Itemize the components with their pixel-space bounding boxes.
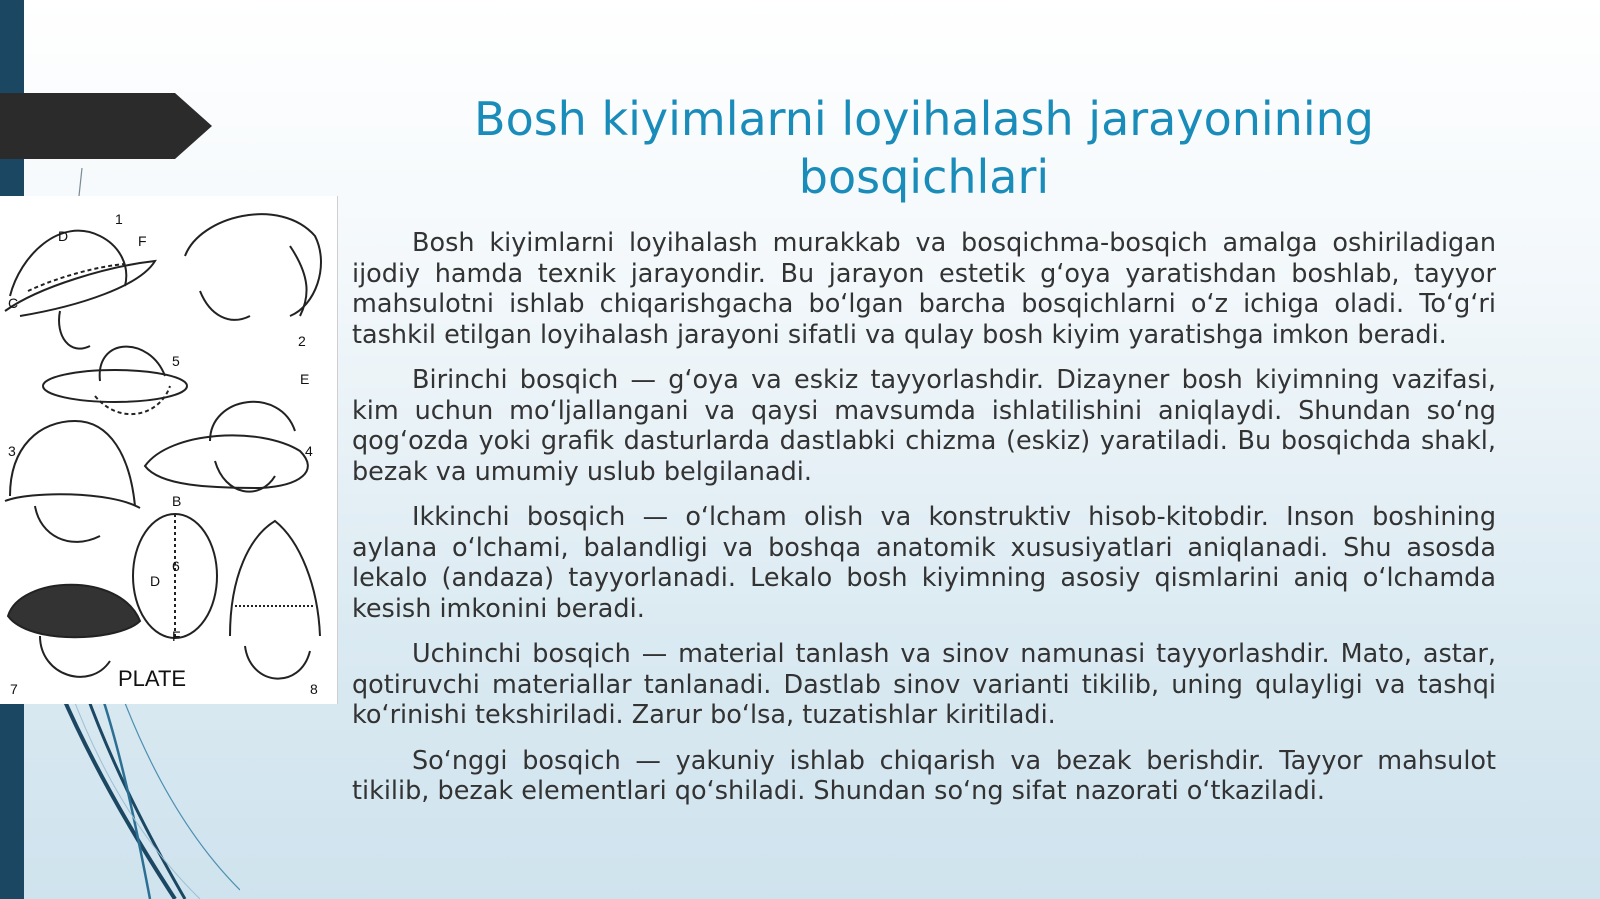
hat-illustration-plate	[0, 196, 338, 704]
sketch-letter-b: B	[172, 493, 182, 509]
sketch-letter-f: F	[138, 233, 147, 249]
sketch-letter-d2: D	[150, 573, 161, 589]
sketch-letter-c: C	[8, 295, 19, 311]
sketch-number-5: 5	[172, 353, 180, 369]
slide-body	[352, 228, 1496, 822]
sketch-number-3: 3	[8, 443, 16, 459]
sketch-letter-f2: F	[172, 628, 181, 644]
paragraph-intro: Bosh kiyimlarni loyihalash murakkab va bosqichma-bosqich amalga oshiriladigan ijodiy hamda texnik jarayondir. Bu jarayon estetik g‘oya yaratishdan boshlab, tayyor mahsulotni ishlab chiqarishgacha bo‘lgan barcha bosqichlarni o‘z ichiga oladi. To‘g‘ri tashkil etilgan loyihalash jarayoni sifatli va qulay bosh kiyim yaratishga imkon beradi.	[352, 228, 1496, 350]
sketch-number-8: 8	[310, 681, 318, 697]
paragraph-stage-3: Uchinchi bosqich — material tanlash va sinov namunasi tayyorlashdir. Mato, astar, qotiruvchi materiallar tanlanadi. Dastlab sinov varianti tikilib, uning qulayligi va tashqi ko‘rinishi tekshiriladi. Zarur bo‘lsa, tuzatishlar kiritiladi.	[352, 639, 1496, 730]
sketch-letter-e: E	[300, 371, 310, 387]
decorative-curves	[0, 690, 240, 899]
slide-title-line1: Bosh kiyimlarni loyihalash jarayonining	[474, 92, 1374, 146]
paragraph-final-stage: So‘nggi bosqich — yakuniy ishlab chiqarish va bezak berishdir. Tayyor mahsulot tikilib, bezak elementlari qo‘shiladi. Shundan so‘ng sifat nazorati o‘tkaziladi.	[352, 745, 1496, 806]
sketch-number-6: 6	[172, 558, 180, 574]
paragraph-stage-1: Birinchi bosqich — g‘oya va eskiz tayyorlashdir. Dizayner bosh kiyimning vazifasi, kim uchun mo‘ljallangani va qaysi mavsumda ishlatilishini aniqlaydi. Shundan so‘ng qog‘ozda yoki grafik dasturlarda dastlabki chizma (eskiz) yaratiladi. Bu bosqichda shakl, bezak va umumiy uslub belgilanadi.	[352, 365, 1496, 487]
hat-sketches	[0, 196, 337, 704]
paragraph-stage-2: Ikkinchi bosqich — o‘lcham olish va konstruktiv hisob-kitobdir. Inson boshining aylana o‘lchami, balandligi va boshqa anatomik xususiyatlari aniqlanadi. Shu asosda lekalo (andaza) tayyorlanadi. Lekalo bosh kiyimning asosiy qismlarini aniq o‘lchamda kesish imkonini beradi.	[352, 502, 1496, 624]
slide-title	[390, 90, 1458, 206]
sketch-letter-d: D	[58, 228, 69, 244]
decorative-mark	[76, 168, 86, 198]
sketch-number-7: 7	[10, 681, 18, 697]
sketch-number-2: 2	[298, 333, 306, 349]
sketch-number-4: 4	[305, 443, 313, 459]
plate-caption: PLATE	[118, 666, 187, 691]
sketch-number-1: 1	[115, 211, 123, 227]
arrow-tab-decoration	[0, 93, 212, 159]
slide-title-line2: bosqichlari	[798, 150, 1050, 204]
